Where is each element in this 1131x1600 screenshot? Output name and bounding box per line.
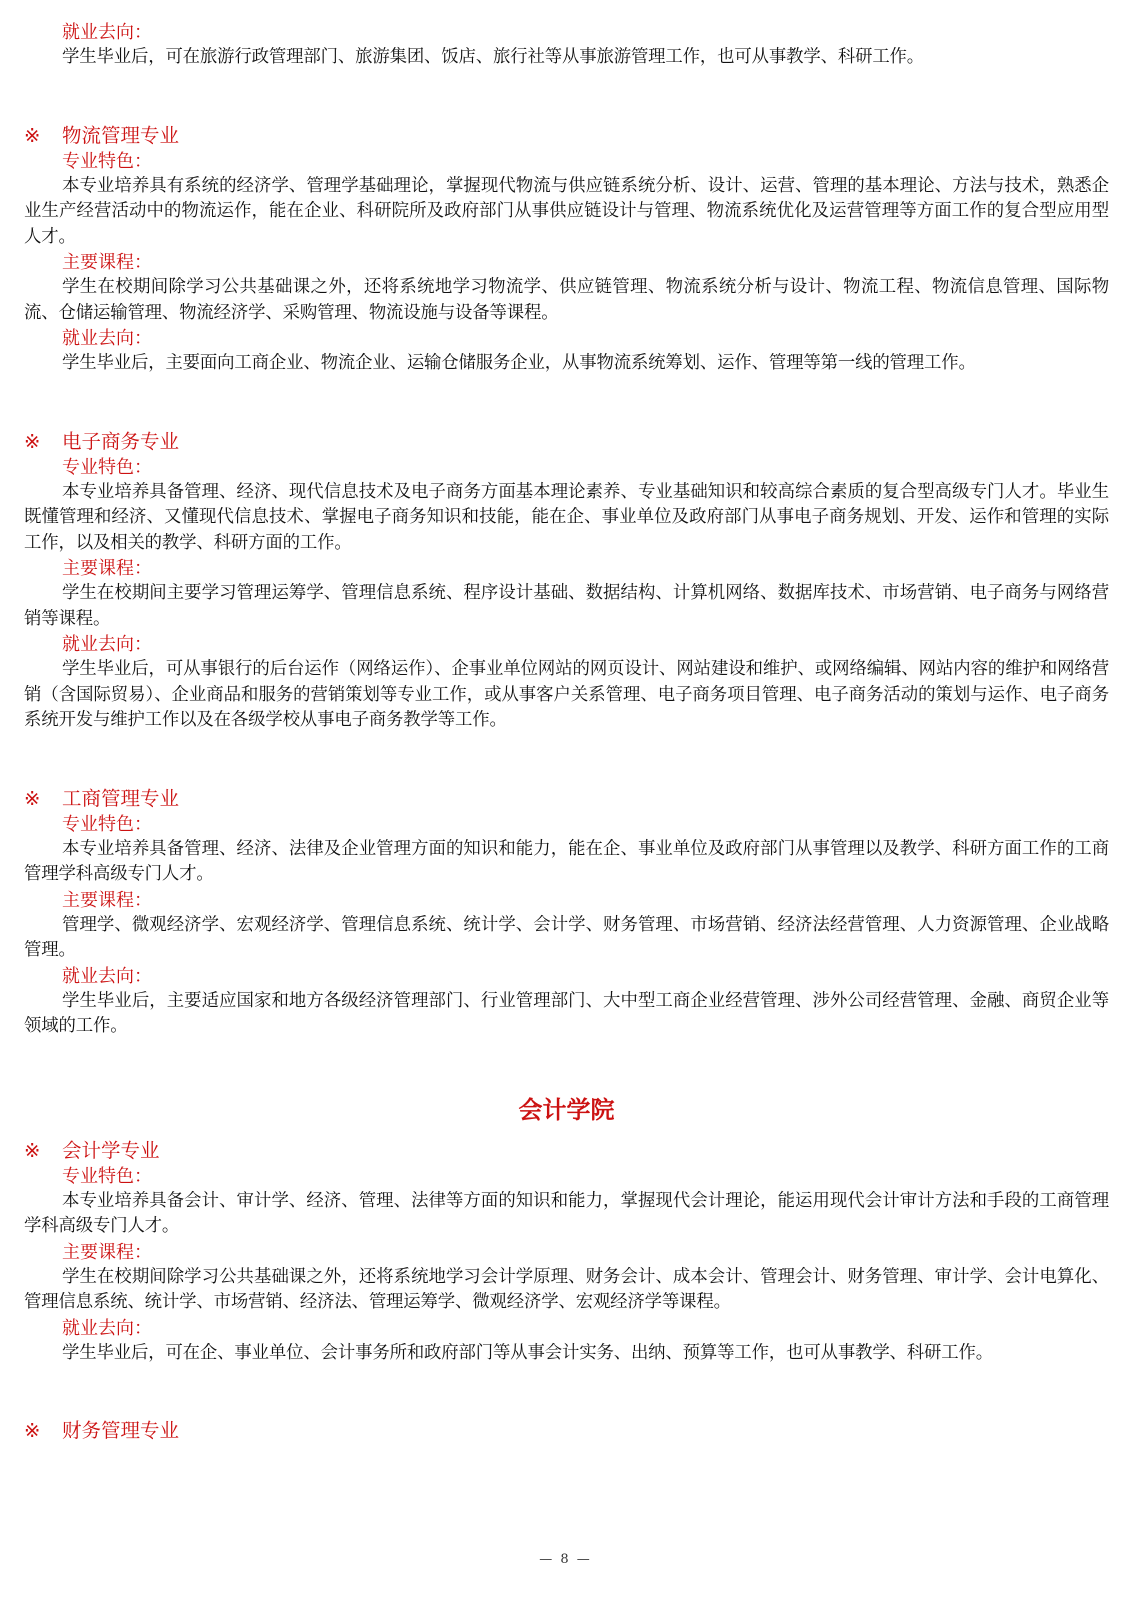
footer-dash: — [539,1552,555,1567]
spacer [24,1040,1109,1090]
career-label: 就业去向： [62,22,152,43]
career-label: 就业去向： [62,1317,152,1339]
major-business-administration [24,786,1109,1040]
reference-mark: ※ [24,786,41,810]
spacer [24,377,1109,429]
career-text: 学生毕业后，主要面向工商企业、物流企业、运输仓储服务企业，从事物流系统筹划、运作、管理等第一线的管理工作。 [62,353,976,373]
major-ecommerce [24,429,1109,734]
major-accounting [24,1138,1109,1367]
major-title: ※ 工商管理专业 [24,786,180,810]
feature-label: 专业特色： [62,1165,152,1187]
reference-mark: ※ [24,123,41,147]
career-text: 学生毕业后，可在旅游行政管理部门、旅游集团、饭店、旅行社等从事旅游管理工作，也可从事教学、科研工作。 [62,47,925,67]
reference-mark: ※ [24,1138,41,1162]
feature-text: 本专业培养具有系统的经济学、管理学基础理论，掌握现代物流与供应链系统分析、设计、运营、管理的基本理论、方法与技术，熟悉企业生产经营活动中的物流运作，能在企业、科研院所及政府部门从事供应链设计与管理、物流系统优化及运营管理等方面工作的复合型应用型人才。 [24,175,1109,247]
career-text: 学生毕业后，主要适应国家和地方各级经济管理部门、行业管理部门、大中型工商企业经营管理、涉外公司经营管理、金融、商贸企业等领域的工作。 [24,990,1109,1036]
career-text: 学生毕业后，可从事银行的后台运作（网络运作）、企事业单位网站的网页设计、网站建设和维护、或网络编辑、网站内容的维护和网络营销（含国际贸易）、企业商品和服务的营销策划等专业工作，或从事客户关系管理、电子商务项目管理、电子商务活动的策划与运作、电子商务系统开发与维护工作以及在各级学校从事电子商务教学等工作。 [24,659,1109,730]
page-number: 8 [560,1552,571,1567]
career-label: 就业去向： [62,965,152,987]
major-title: ※ 电子商务专业 [24,429,180,453]
major-title: ※ 会计学专业 [24,1138,160,1162]
feature-text: 本专业培养具备会计、审计学、经济、管理、法律等方面的知识和能力，掌握现代会计理论，能运用现代会计审计方法和手段的工商管理学科高级专门人才。 [24,1190,1109,1236]
career-label: 就业去向： [62,328,152,349]
feature-text: 本专业培养具备管理、经济、现代信息技术及电子商务方面基本理论素养、专业基础知识和较高综合素质的复合型高级专门人才。毕业生既懂管理和经济、又懂现代信息技术、掌握电子商务知识和技能，能在企、事业单位及政府部门从事电子商务规划、开发、运作和管理的实际工作，以及相关的教学、科研方面的工作。 [24,481,1109,553]
courses-label: 主要课程： [62,1241,152,1263]
courses-text: 学生在校期间除学习公共基础课之外，还将系统地学习会计学原理、财务会计、成本会计、管理会计、财务管理、审计学、会计电算化、管理信息系统、统计学、市场营销、经济法、管理运筹学、微观经济学、宏观经济学等课程。 [24,1266,1109,1312]
reference-mark: ※ [24,429,41,453]
spacer [24,71,1109,123]
feature-label: 专业特色： [62,456,152,478]
feature-label: 专业特色： [62,813,152,835]
footer-dash: — [576,1552,592,1567]
page-footer [0,1552,1131,1567]
spacer [24,1126,1109,1138]
career-label: 就业去向： [62,634,152,655]
spacer [24,734,1109,786]
feature-text: 本专业培养具备管理、经济、法律及企业管理方面的知识和能力，能在企、事业单位及政府部门从事管理以及教学、科研方面工作的工商管理学科高级专门人才。 [24,838,1109,884]
reference-mark: ※ [24,1419,41,1442]
courses-text: 管理学、微观经济学、宏观经济学、管理信息系统、统计学、会计学、财务管理、市场营销、经济法经营管理、人力资源管理、企业战略管理。 [24,914,1109,960]
major-logistics [24,123,1109,377]
courses-label: 主要课程： [62,889,152,911]
courses-label: 主要课程： [62,558,152,579]
courses-text: 学生在校期间除学习公共基础课之外，还将系统地学习物流学、供应链管理、物流系统分析与设计、物流工程、物流信息管理、国际物流、仓储运输管理、物流经济学、采购管理、物流设施与设备等课程。 [24,277,1109,323]
major-financial-management [24,1418,1109,1444]
major-title: ※ 财务管理专业 [24,1419,180,1442]
courses-text: 学生在校期间主要学习管理运筹学、管理信息系统、程序设计基础、数据结构、计算机网络、数据库技术、市场营销、电子商务与网络营销等课程。 [24,583,1109,629]
career-text: 学生毕业后，可在企、事业单位、会计事务所和政府部门等从事会计实务、出纳、预算等工作，也可从事教学、科研工作。 [62,1342,993,1363]
feature-label: 专业特色： [62,150,152,172]
major-title: ※ 物流管理专业 [24,123,180,147]
college-title: 会计学院 [518,1094,615,1124]
document-page [24,20,1109,1444]
courses-label: 主要课程： [62,252,152,273]
tourism-career-section [24,20,1109,71]
spacer [24,1366,1109,1418]
